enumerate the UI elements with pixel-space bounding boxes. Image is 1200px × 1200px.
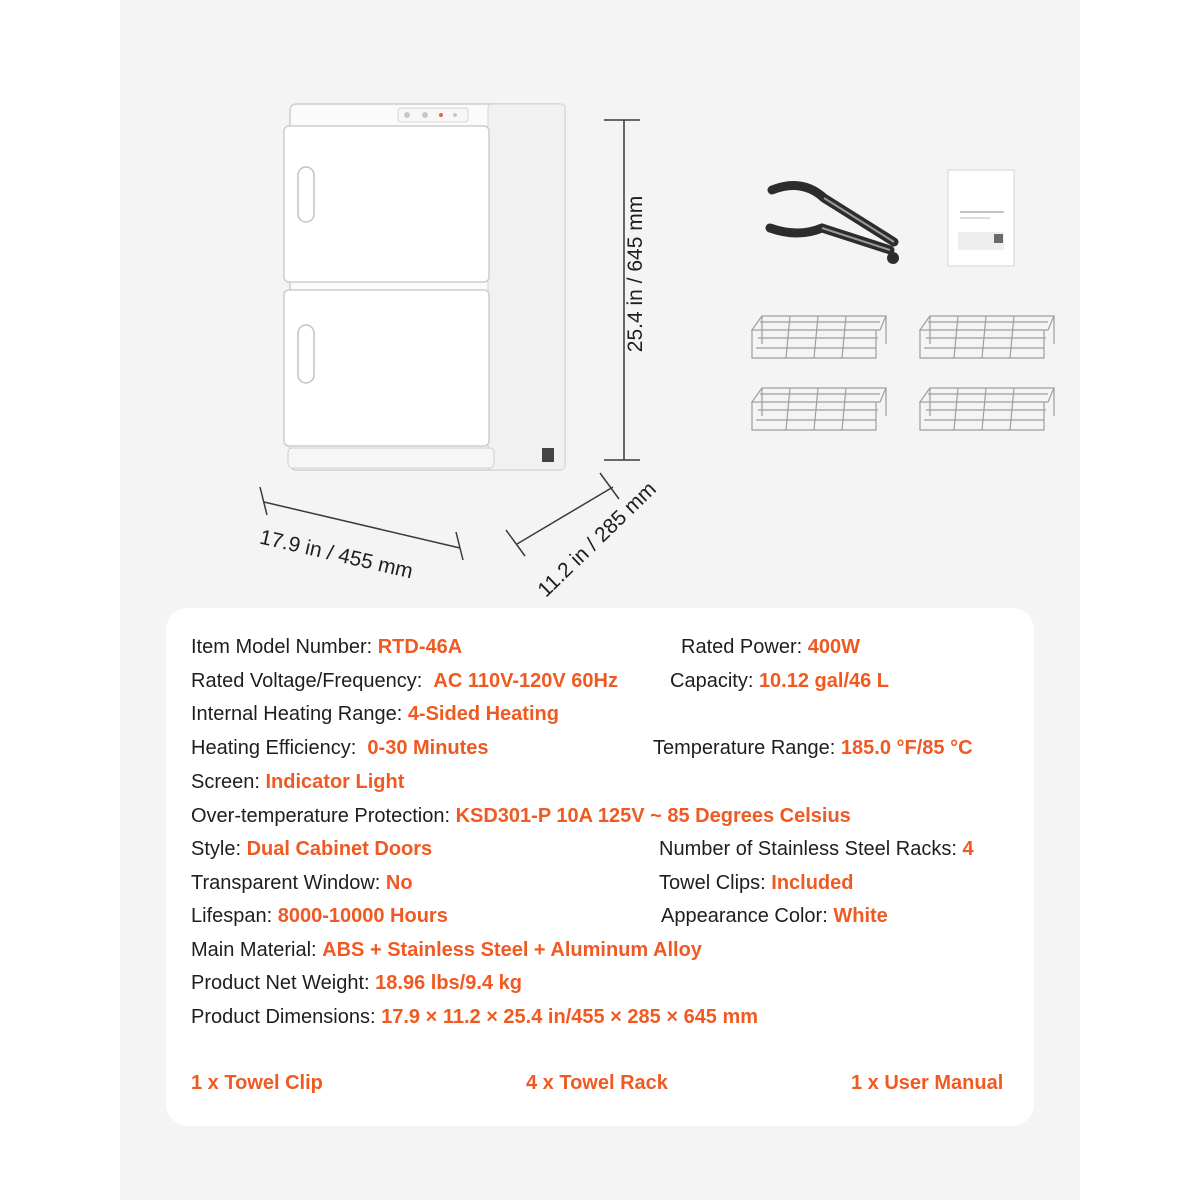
towel-racks-image	[752, 316, 1054, 430]
spec-net-weight: Product Net Weight: 18.96 lbs/9.4 kg	[191, 972, 522, 994]
spec-model: Item Model Number: RTD-46A	[191, 636, 463, 658]
spec-voltage: Rated Voltage/Frequency: AC 110V-120V 60Hz	[191, 670, 618, 692]
width-dimension-label: 17.9 in / 455 mm	[257, 525, 416, 584]
spec-capacity: Capacity: 10.12 gal/46 L	[670, 670, 890, 692]
spec-heating-efficiency: Heating Efficiency: 0-30 Minutes	[191, 737, 489, 759]
accessory-towel-rack: 4 x Towel Rack	[526, 1072, 668, 1094]
spec-style: Style: Dual Cabinet Doors	[191, 838, 433, 860]
spec-lifespan: Lifespan: 8000-10000 Hours	[191, 905, 448, 927]
towel-clip-image	[770, 186, 899, 265]
spec-rated-power: Rated Power: 400W	[681, 636, 860, 658]
user-manual-image	[948, 170, 1014, 266]
spec-over-temperature: Over-temperature Protection: KSD301-P 10A 125V ~ 85 Degrees Celsius	[191, 805, 851, 827]
spec-window: Transparent Window: No	[191, 872, 413, 894]
spec-dimensions: Product Dimensions: 17.9 × 11.2 × 25.4 in/455 × 285 × 645 mm	[191, 1006, 759, 1028]
height-dimension-label: 25.4 in / 645 mm	[624, 195, 648, 353]
spec-material: Main Material: ABS + Stainless Steel + Aluminum Alloy	[191, 939, 702, 961]
depth-dimension-label: 11.2 in / 285 mm	[533, 477, 661, 602]
spec-towel-clips: Towel Clips: Included	[659, 872, 854, 894]
towel-warmer-cabinet	[284, 104, 565, 470]
spec-color: Appearance Color: White	[661, 905, 888, 927]
spec-screen: Screen: Indicator Light	[191, 771, 405, 793]
spec-temperature-range: Temperature Range: 185.0 °F/85 °C	[653, 737, 973, 759]
accessory-user-manual: 1 x User Manual	[851, 1072, 1004, 1094]
spec-heating-range: Internal Heating Range: 4-Sided Heating	[191, 703, 559, 725]
spec-racks: Number of Stainless Steel Racks: 4	[659, 838, 974, 860]
accessory-towel-clip: 1 x Towel Clip	[191, 1072, 323, 1094]
